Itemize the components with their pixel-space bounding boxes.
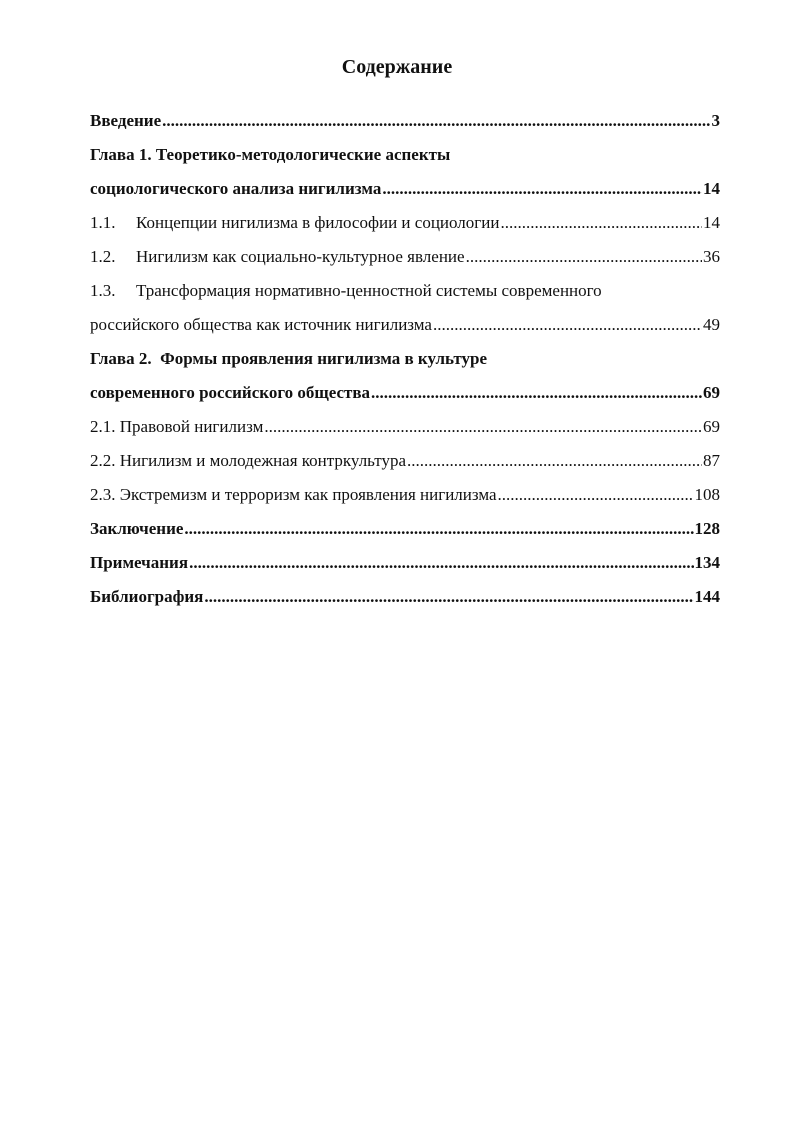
toc-entry-label: 2.2. Нигилизм и молодежная контркультура bbox=[90, 451, 407, 470]
toc-entry-number: 1.3. bbox=[90, 281, 116, 300]
toc-entry-number: 1.2. bbox=[90, 247, 116, 266]
toc-entry-label: Примечания bbox=[90, 553, 189, 572]
toc-entry-page: 14 bbox=[703, 213, 720, 232]
toc-entry-intro bbox=[90, 104, 720, 138]
toc-entry-1-1 bbox=[90, 206, 720, 240]
toc-entry-chapter-2 bbox=[90, 376, 720, 410]
toc-entry-1-2 bbox=[90, 240, 720, 274]
dot-leader bbox=[466, 240, 702, 274]
toc-entry-page: 144 bbox=[694, 587, 720, 606]
toc-entry-page: 134 bbox=[694, 553, 720, 572]
page-title: Содержание bbox=[341, 56, 453, 78]
toc-entry-chapter-1 bbox=[90, 172, 720, 206]
dot-leader bbox=[498, 478, 694, 512]
dot-leader bbox=[433, 308, 702, 342]
toc-entry-label: Концепции нигилизма в философии и социологии bbox=[136, 213, 500, 232]
toc-entry-page: 36 bbox=[703, 247, 720, 266]
toc-entry-2-3 bbox=[90, 478, 720, 512]
dot-leader bbox=[371, 376, 702, 410]
toc-entry-label: Введение bbox=[90, 111, 162, 130]
dot-leader bbox=[500, 206, 702, 240]
toc-entry-label: современного российского общества bbox=[90, 383, 371, 402]
toc-entry-label: Глава 1. Теоретико-методологические аспекты bbox=[90, 145, 451, 164]
dot-leader bbox=[382, 172, 702, 206]
toc-entry-number: 1.1. bbox=[90, 213, 116, 232]
toc-entry-conclusion bbox=[90, 512, 720, 546]
table-of-contents bbox=[90, 104, 720, 614]
toc-entry-label: Библиография bbox=[90, 587, 204, 606]
toc-entry-page: 69 bbox=[703, 383, 720, 402]
dot-leader bbox=[407, 444, 702, 478]
toc-entry-label: Глава 2. Формы проявления нигилизма в культуре bbox=[90, 349, 488, 368]
dot-leader bbox=[264, 410, 702, 444]
toc-entry-2-2 bbox=[90, 444, 720, 478]
dot-leader bbox=[184, 512, 693, 546]
toc-entry-label: Трансформация нормативно-ценностной системы современного bbox=[136, 281, 602, 300]
toc-entry-notes bbox=[90, 546, 720, 580]
toc-entry-label: Нигилизм как социально-культурное явление bbox=[136, 247, 465, 266]
toc-entry-label: 2.3. Экстремизм и терроризм как проявления нигилизма bbox=[90, 485, 497, 504]
toc-entry-1-3 bbox=[90, 308, 720, 342]
toc-entry-page: 69 bbox=[703, 417, 720, 436]
toc-entry-label: социологического анализа нигилизма bbox=[90, 179, 382, 198]
toc-entry-page: 128 bbox=[694, 519, 720, 538]
dot-leader bbox=[162, 104, 710, 138]
dot-leader bbox=[204, 580, 693, 614]
toc-chapter-1-heading bbox=[90, 138, 720, 172]
toc-entry-page: 3 bbox=[711, 111, 720, 130]
toc-entry-page: 49 bbox=[703, 315, 720, 334]
toc-entry-label: российского общества как источник нигилизма bbox=[90, 315, 432, 334]
toc-entry-bibliography bbox=[90, 580, 720, 614]
dot-leader bbox=[189, 546, 693, 580]
toc-entry-label: 2.1. Правовой нигилизм bbox=[90, 417, 264, 436]
toc-entry-label: Заключение bbox=[90, 519, 184, 538]
toc-entry-page: 108 bbox=[694, 485, 720, 504]
toc-entry-page: 87 bbox=[703, 451, 720, 470]
toc-entry-2-1 bbox=[90, 410, 720, 444]
toc-chapter-2-heading bbox=[90, 342, 720, 376]
toc-entry-1-3-heading bbox=[90, 274, 720, 308]
toc-entry-page: 14 bbox=[703, 179, 720, 198]
